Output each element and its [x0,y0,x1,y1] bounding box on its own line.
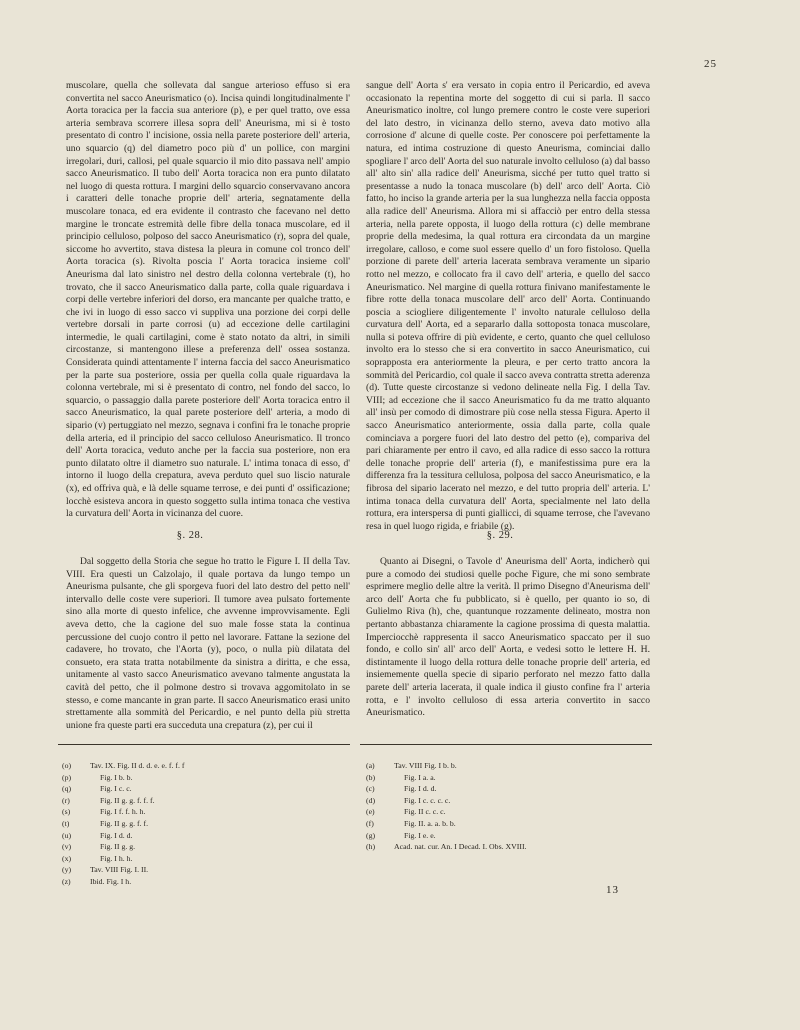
paragraph: Dal soggetto della Storia che segue ho tratto le Figure I. II della Tav. VIII. Era questi un Calzolajo, il quale portava da lungo tempo un Aneurisma pulsante, che gli sporgeva fuori del lato destro del petto nell' intervallo delle coste vere superiori. Il tumore avea pulsato fortemente sino alla morte di questo infelice, che avvenne improvvisamente. Egli aveva detto, che la cagione del suo male fosse stata la continua percussione del cuojo contro il petto nel lavorare. Fattane la sezione del cadavere, ho trovato, che l'Aorta (y), poco, o nulla più dilatata del consueto, era stata tratta notabilmente da sinistra a diritta, e che essa, unitamente al vasto sacco Aneurismatico avevano talmente angustata la cavità del petto, che il polmone destro si trovava aggomitolato in se stesso, e come mancante in gran parte. Il sacco Aneurismatico erasi unito strettamente alla sommità del Pericardio, e nel punto della più stretta unione fra queste parti era succeduta una crepatura (z), per cui il [66,556,350,731]
paragraph: sangue dell' Aorta s' era versato in copia entro il Pericardio, ed aveva occasionato la repentina morte del soggetto di cui si parla. Il sacco Aneurismatico inoltre, col lungo premere contro le coste vere superiori del lato destro, in vicinanza dello sterno, aveva dato motivo alla corrosione d' alcune di quelle coste. Per conoscere poi perfettamente la natura, ed intima costruzione di questo Aneurisma, cominciai dallo spogliare l' arco dell' Aorta del suo naturale involto celluloso (a) dal basso all' alto sin' alla radice dell' Aneurisma, sicché per tutto quel tratto si presentasse a nudo la tonaca muscolare (b) dell' arco dell' Aorta. Ciò fatto, ho inciso la grande arteria per la sua lunghezza nella faccia opposta alla radice dell' Aneurisma. Allora mi si affacciò per entro della stessa arteria, nella parete opposta, il luogo della rottura (c) delle membrane proprie della medesima, la qual rottura era circondata da un margine irregolare, calloso, e come suol essere quello d' un foro fistoloso. Quella porzione di parete dell' arteria lacerata sembrava veramente un sipario rotto nel mezzo, e collocato fra il cavo dell' arteria, e quello del sacco Aneurismatico. Nel margine di quella rottura finivano manifestamente le fibre rotte della tonaca muscolare dell' arco dell' Aorta. Continuando poscia a sciogliere diligentemente l' involto naturale celluloso della curvatura dell' Aorta, ed a separarlo dalla sottoposta tonaca muscolare, nulla si poteva offrire di più evidente, e certo, quanto che quel celluloso involto era lo stesso che si era convertito in sacco Aneurismatico, cui soprapposta era anteriormente la pleura, e per certo tratto ancora la sommità del Pericardio, col quale il sacco aveva contratta stretta aderenza (d). Tutte queste circostanze si vedono delineate nella Fig. I della Tav. VIII; ad eccezione che il sacco Aneurismatico fu da me tratto alquanto all' insù per comodo di dimostrare più cose nella stessa Figura. Aperto il sacco Aneurismatico anteriormente, ossia dalla parte, colla quale cominciava a porgere fuori del lato destro del petto (e), compariva del pari chiaramente per entro il cavo, ed alla radice di esso sacco la rottura delle tonache proprie dell' arteria (f), e manifestissima pure era la differenza fra la tessitura cellulosa, polposa del sacco Aneurismatico, e la fibrosa del sipario lacerato nel mezzo, e del tutto propria dell' arteria. L' intima tonaca della curvatura dell' Aorta, specialmente nel lato della rottura, era interspersa di punti giallicci, di squame terrose, che l'avevano resa in quel luogo rigida, e friabile (g). [366,80,650,532]
footnote: (o) Tav. IX. Fig. II d. d. e. e. f. f. f [62,761,185,770]
right-column-bottom [366,556,650,720]
footnote: (e) Fig. II c. c. c. [366,807,446,817]
section-heading-29: §. 29. [486,530,514,541]
footnote: (u) Fig. I d. d. [62,830,133,840]
footnote-rule-right [360,744,652,745]
footnote: (p) Fig. I b. b. [62,772,133,782]
footnote: (z) Ibid. Fig. I h. [62,876,132,886]
left-column-bottom [66,556,350,732]
section-heading-28: §. 28. [176,530,204,541]
page-number-top: 25 [704,58,717,70]
paragraph: muscolare, quella che sollevata dal sangue arterioso effuso si era convertita nel sacco Aneurismatico (o). Incisa quindi longitudinalmente l' Aorta toracica per la faccia sua anteriore (p), e per quel tratto, ove essa arteria sembrava scorrere illesa sopra dell' Aneurisma, mi si è tosto presentato di contro l' incisione, ossia nella parete posteriore dell' arteria, uno squarcio (q) del diametro poco più d' un pollice, con margini irregolari, duri, callosi, pel quale squarcio il mio dito passava nell' ampio sacco Aneurismatico. Il tubo dell' Aorta toracica non era punto dilatato nel luogo di questa rottura. I margini dello squarcio conservavano ancora i caratteri delle tonache proprie dell' arteria, segnatamente della muscolare tonaca, ed era evidente il contrasto che facevano nel detto margine le troncate estremità delle fibre della tonaca muscolare, ed il principio celluloso, polposo del sacco Aneurismatico (r), sopra del quale, siccome ho avvertito, stava distesa la pleura in comune col tronco dell' Aorta toracica (s). Rivolta poscia l' Aorta toracica insieme coll' Aneurisma dal lato sinistro nel destro della colonna vertebrale (t), ho trovato, che il sacco Aneurismatico dalla parte, colla quale riguardava i corpi delle vertebre inferiori del dorso, era mancante per qualche tratto, e che ivi in luogo di esso sacco vi suppliva una porzione dei corpi delle vertebre dorsali in parte corrosi (u) ad eccezione delle cartilagini intermedie, le quali cartilagini, come è stato notato da altri, in simili circostanze, si mantengono illese a preferenza dell' ossea sostanza. Considerata quindi attentamente l' interna faccia del sacco Aneurismatico per la parte sua posteriore, ossia per quella colla quale riguardava la colonna vertebrale, mi si è presentato di contro, nel fondo del sacco, lo squarcio, o passaggio dalla parete posteriore dell' Aorta toracica entro il sacco Aneurismatico, la qual parete posteriore dell' arteria, a modo di sipario (v) pertuggiato nel mezzo, segnava i confini fra le tonache proprie della arteria, ed il principio del sacco celluloso Aneurismatico. Il tronco dell' Aorta toracica, veduto anche per la faccia sua posteriore, non era punto dilatato oltre il diametro suo naturale. L' intima tonaca di esso, d' intorno il luogo della crepatura, aveva perduto quel suo liscio naturale (x), ed offriva quà, e là delle squame terrose, e dei punti d' ossificazione; locchè esisteva ancora in questo soggetto sulla intima tonaca che vestiva la curvatura dell' Aorta in vicinanza del cuore. [66,80,350,520]
footnote: (s) Fig. I f. f. h. h. [62,807,146,817]
footnote: (a) Tav. VIII Fig. I b. b. [366,761,457,770]
footnote: (x) Fig. I h. h. [62,853,133,863]
footnotes-right [366,760,527,853]
footnote-rule-left [58,744,350,745]
page-number-bottom: 13 [606,884,619,896]
left-column-top [66,80,350,521]
footnote: (y) Tav. VIII Fig. I. II. [62,865,149,875]
footnote: (q) Fig. I c. c. [62,784,132,794]
right-column-top [366,80,650,533]
footnote: (c) Fig. I d. d. [366,784,437,794]
footnote: (g) Fig. I e. e. [366,830,436,840]
footnote: (h) Acad. nat. cur. An. I Decad. I. Obs. XVIII. [366,842,527,852]
footnote: (d) Fig. I c. c. c. c. [366,795,451,805]
paragraph: Quanto ai Disegni, o Tavole d' Aneurisma dell' Aorta, indicherò qui pure a comodo dei studiosi quelle poche Figure, che mi sono sembrate esprimere meglio delle altre la verità. Il primo Disegno d'Aneurisma dell' arco dell' Aorta che fu pubblicato, si è quello, per quanto io so, di Gulielmo Riva (h), che, quantunque rozzamente delineato, mostra non pertanto abbastanza chiaramente la cagione prossima di questa malattia. Imperciocchè rappresenta il sacco Aneurismatico spaccato per il suo fondo, e collo sin' all' arco dell' Aorta, e vedesi sotto le lettere H. H. distintamente il luogo della rottura delle tonache proprie dell' arteria, ed insiememente quella specie di sipario perforato nel mezzo fatto dalla parete dell' arteria lacerata, il quale indica il giusto confine fra l' arteria rotta, e l' involto celluloso di essa arteria convertito in sacco Aneurismatico. [366,556,650,719]
footnotes-left [62,760,184,888]
footnote: (b) Fig. I a. a. [366,772,436,782]
footnote: (r) Fig. II g. g. f. f. f. [62,795,155,805]
footnote: (t) Fig. II g. g. f. f. [62,818,149,828]
footnote: (v) Fig. II g. g. [62,842,136,852]
footnote: (f) Fig. II. a. a. b. b. [366,818,456,828]
